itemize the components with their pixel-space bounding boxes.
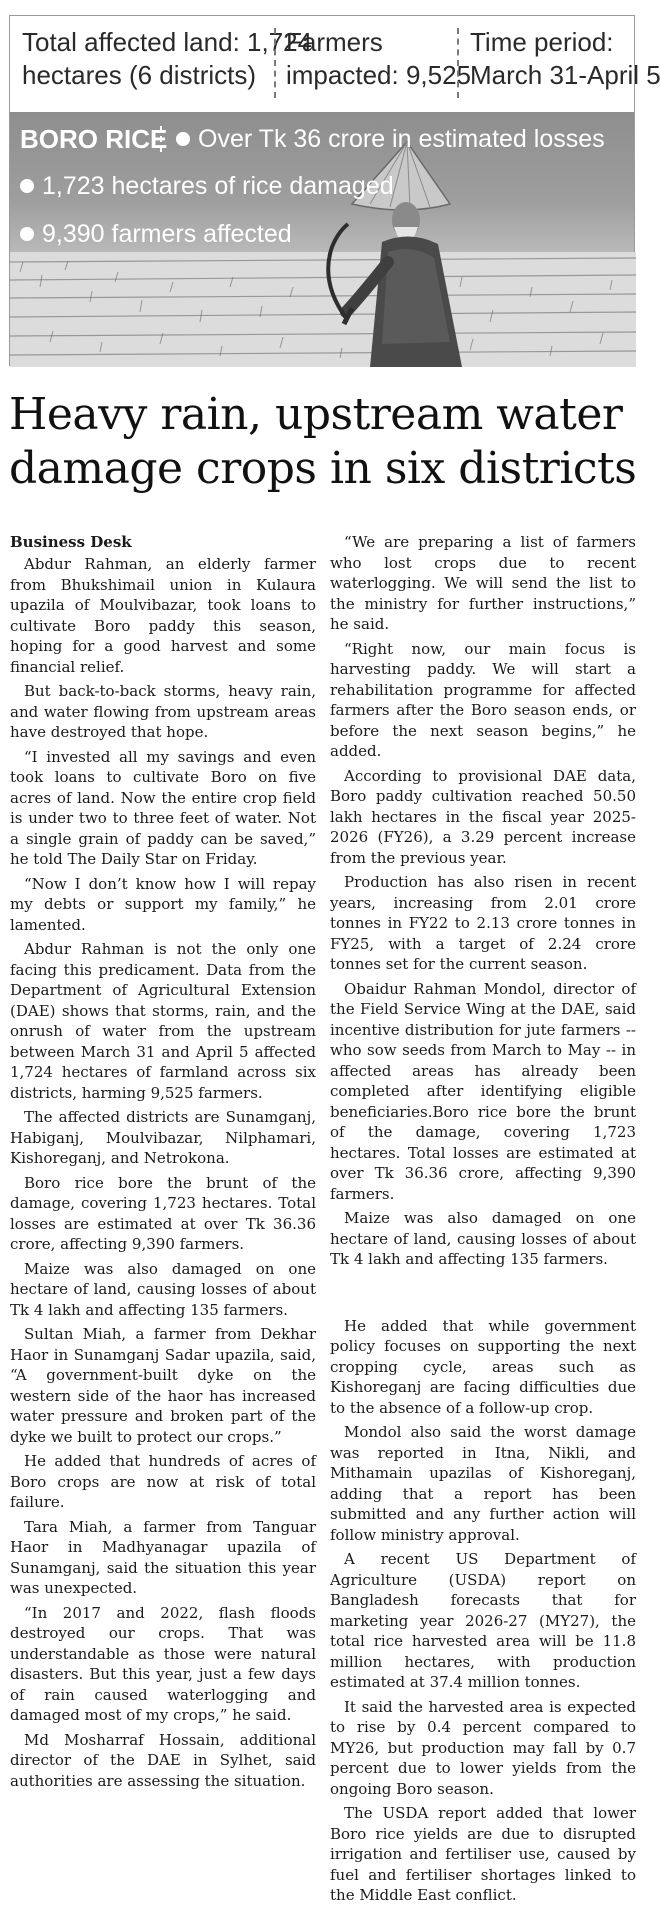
infographic-panel <box>9 15 661 366</box>
paragraph: Maize was also damaged on one hectare of land, causing losses of about Tk 4 lakh and affecting 135 farmers. <box>330 1209 636 1268</box>
paragraph: The USDA report added that lower Boro rice yields are due to disrupted irrigation and fertiliser use, caused by fuel and fertiliser shortages linked to the Middle East conflict. <box>330 1804 636 1904</box>
boro-bullet: 1,723 hectares of rice damaged <box>20 171 394 201</box>
bullet-dot-icon <box>176 132 190 146</box>
paragraph: “Right now, our main focus is harvesting paddy. We will start a rehabilitation programme for affected farmers after the Boro season ends, or before the next season begins,” he added. <box>330 639 636 760</box>
paragraph: Tara Miah, a farmer from Tanguar Haor in Madhyanagar upazila of Sunamganj, said the situation this year was unexpected. <box>10 1517 316 1597</box>
paragraph: Abdur Rahman, an elderly farmer from Bhukshimail union in Kulaura upazila of Moulvibazar, took loans to cultivate Boro paddy this season, hoping for a good harvest and some financial relief. <box>10 555 316 676</box>
paragraph: Obaidur Rahman Mondol, director of the Field Service Wing at the DAE, said incentive distribution for jute farmers -- who sow seeds from March to May -- in affected areas has already been completed after identifying eligible beneficiaries.Boro rice bore the brunt of the damage, covering 1,723 hectares. Total losses are estimated at over Tk 36.36 crore, affecting 9,390 farmers. <box>330 979 636 1203</box>
paragraph: It said the harvested area is expected to rise by 0.4 percent compared to MY26, but production may fall by 0.7 percent due to lower yields from the ongoing Boro season. <box>330 1697 636 1798</box>
paragraph: Maize was also damaged on one hectare of land, causing losses of about Tk 4 lakh and affecting 135 farmers. <box>10 1259 316 1319</box>
bullet-dot-icon <box>20 179 34 193</box>
boro-rice-title: BORO RICE <box>20 124 168 154</box>
paragraph: Sultan Miah, a farmer from Dekhar Haor in Sunamganj Sadar upazila, said, “A government-built dyke on the western side of the haor has increased water pressure and broken part of the dyke we built to protect our crops.” <box>10 1325 316 1446</box>
article-column-2 <box>330 532 636 1910</box>
paragraph: According to provisional DAE data, Boro paddy cultivation reached 50.50 lakh hectares in the fiscal year 2025-2026 (FY26), a 3.29 percent increase from the previous year. <box>330 766 636 867</box>
paragraph: “I invested all my savings and even took loans to cultivate Boro on five acres of land. Now the entire crop field is under two to three feet of water. Not a single grain of paddy can be saved,” he told The Daily Star on Friday. <box>10 747 316 868</box>
paragraph: “In 2017 and 2022, flash floods destroyed our crops. That was understandable as those were natural disasters. But this year, just a few days of rain caused waterlogging and damaged most of my crops,” he said. <box>10 1603 316 1724</box>
paragraph: Md Mosharraf Hossain, additional director of the DAE in Sylhet, said authorities are assessing the situation. <box>10 1730 316 1790</box>
stat-divider <box>274 28 276 98</box>
bullet-dot-icon <box>20 227 34 241</box>
stat-total-land: Total affected land: 1,724 hectares (6 districts) <box>22 27 313 90</box>
boro-bullet: 9,390 farmers affected <box>20 219 292 249</box>
paragraph: The affected districts are Sunamganj, Habiganj, Moulvibazar, Nilphamari, Kishoreganj, and Netrokona. <box>10 1108 316 1167</box>
paragraph: But back-to-back storms, heavy rain, and water flowing from upstream areas have destroyed that hope. <box>10 682 316 741</box>
farmer-photo <box>10 112 634 367</box>
paragraph: He added that hundreds of acres of Boro crops are now at risk of total failure. <box>10 1452 316 1511</box>
paragraph: Production has also risen in recent years, increasing from 2.01 crore tonnes in FY22 to 2.13 crore tonnes in FY25, with a target of 2.24 crore tonnes set for the current season. <box>330 873 636 973</box>
stat-time-period: Time period: March 31-April 5 <box>470 27 661 90</box>
paragraph: Abdur Rahman is not the only one facing this predicament. Data from the Department of Agricultural Extension (DAE) shows that storms, rain, and the onrush of water from the upstream between March 31 and April 5 affected 1,724 hectares of farmland across six districts, harming 9,525 farmers. <box>10 940 316 1102</box>
stats-bar <box>10 16 661 113</box>
boro-bullet: Over Tk 36 crore in estimated losses <box>176 124 605 154</box>
byline: Business Desk <box>10 533 132 551</box>
paragraph: Boro rice bore the brunt of the damage, covering 1,723 hectares. Total losses are estimated at over Tk 36.36 crore, affecting 9,390 farmers. <box>10 1173 316 1253</box>
stat-divider <box>457 28 459 98</box>
stat-farmers: Farmers impacted: 9,525 <box>286 27 472 90</box>
paragraph: He added that while government policy focuses on supporting the next cropping cycle, areas such as Kishoreganj are facing difficulties due to the absence of a follow-up crop. <box>330 1316 636 1417</box>
boro-divider <box>160 126 162 152</box>
headline: Heavy rain, upstream water damage crops in six districts <box>9 389 637 494</box>
column-gap <box>330 1274 636 1316</box>
paragraph: Mondol also said the worst damage was reported in Itna, Nikli, and Mithamain upazilas of Kishoreganj, adding that a report has been submitted and any further action will follow ministry approval. <box>330 1423 636 1544</box>
article-column-1 <box>10 532 316 1795</box>
paragraph: “Now I don’t know how I will repay my debts or support my family,” he lamented. <box>10 874 316 934</box>
paragraph: A recent US Department of Agriculture (USDA) report on Bangladesh forecasts that for marketing year 2026-27 (MY27), the total rice harvested area will be 11.8 million hectares, with production estimated at 37.4 million tonnes. <box>330 1550 636 1691</box>
paragraph: “We are preparing a list of farmers who lost crops due to recent waterlogging. We will send the list to the ministry for further instructions,” he said. <box>330 533 636 633</box>
